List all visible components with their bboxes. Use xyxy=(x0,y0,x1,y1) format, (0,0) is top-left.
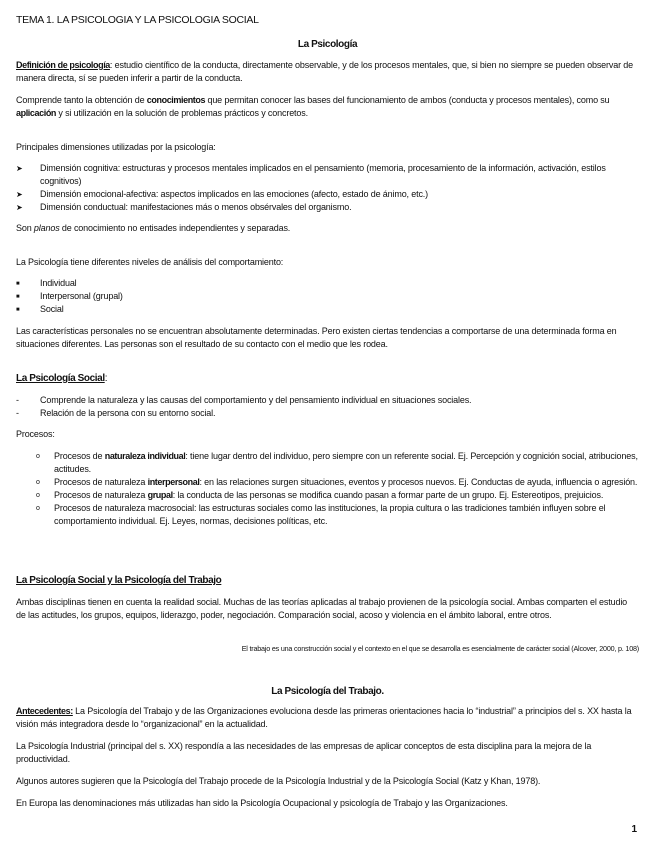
quote-citation: El trabajo es una construcción social y el contexto en el que se desarrolla es esencialmente de carácter social (Alcover, 2000, p. 108) xyxy=(241,644,639,653)
circle-bullet-icon: o xyxy=(36,492,40,499)
list-item xyxy=(16,450,639,476)
comprende-text-1: Comprende tanto la obtención de xyxy=(16,95,147,105)
list-item-text: Interpersonal (grupal) xyxy=(40,291,123,301)
industrial-paragraph: La Psicología Industrial (principal del s. XX) respondía a las necesidades de las empresas de aplicar conceptos de esta disciplina para la mejora de la productividad. xyxy=(16,741,592,764)
procesos-list xyxy=(16,450,639,528)
list-item-text: Dimensión conductual: manifestaciones más o menos obsérvales del organismo. xyxy=(40,202,352,212)
list-item xyxy=(16,502,639,528)
section-heading-text: La Psicología del Trabajo. xyxy=(271,686,384,697)
levels-list xyxy=(16,277,639,316)
arrow-bullet-icon: ➤ xyxy=(16,190,23,199)
europe-paragraph: En Europa las denominaciones más utilizadas han sido la Psicología Ocupacional y psicología de Trabajo y las Organizaciones. xyxy=(16,798,508,808)
list-item-text: Relación de la persona con su entorno social. xyxy=(40,408,216,418)
process-text: Procesos de xyxy=(54,451,105,461)
planes-paragraph xyxy=(16,222,639,235)
social-points-list xyxy=(16,394,639,420)
comprende-text-2: que permitan conocer las bases del funcionamiento de ambos (conducta y procesos mentales), como su xyxy=(205,95,610,105)
section-heading-social-trabajo xyxy=(16,574,639,587)
list-item xyxy=(16,162,639,188)
square-bullet-icon: ■ xyxy=(16,294,20,300)
section-heading-text: La Psicología Social y la Psicología del Trabajo xyxy=(16,575,222,586)
circle-bullet-icon: o xyxy=(36,505,40,512)
list-item xyxy=(16,188,639,201)
antecedentes-paragraph xyxy=(16,705,639,731)
planes-text-1: Son xyxy=(16,223,34,233)
definition-term: Definición de psicología xyxy=(16,60,110,70)
page-number: 1 xyxy=(631,824,637,835)
process-bold: naturaleza individual xyxy=(104,451,186,461)
process-bold: interpersonal xyxy=(147,477,200,487)
procesos-label: Procesos: xyxy=(16,429,55,439)
list-item xyxy=(16,489,639,502)
comprende-paragraph xyxy=(16,94,639,120)
process-bold: grupal xyxy=(147,490,173,500)
section-heading-text: La Psicología xyxy=(297,39,358,50)
section-heading-psicologia-social xyxy=(16,372,639,385)
dash-bullet-icon: - xyxy=(16,408,19,418)
process-text: las estructuras sociales como las instituciones, la propia cultura o las tradiciones también influyen sobre el comportamiento individual. Ej. Leyes, normas, decisiones políticas, etc. xyxy=(54,503,606,526)
process-text: Procesos de naturaleza macrosocial: xyxy=(54,503,199,513)
list-item xyxy=(16,290,639,303)
antecedentes-term: Antecedentes: xyxy=(16,706,73,716)
list-item-text: Comprende la naturaleza y las causas del comportamiento y del pensamiento individual en situaciones sociales. xyxy=(40,395,472,405)
list-item xyxy=(16,394,639,407)
arrow-bullet-icon: ➤ xyxy=(16,203,23,212)
process-text: : la conducta de las personas se modifica cuando pasan a formar parte de un grupo. Ej. Estereotipos, prejuicios. xyxy=(172,490,604,500)
dimensions-intro: Principales dimensiones utilizadas por la psicología: xyxy=(16,142,216,152)
definition-text: : estudio científico de la conducta, directamente observable, y de los procesos mentales, que, si bien no siempre se pueden observar de manera directa, sí se pueden inferir a partir de la conducta. xyxy=(16,60,633,83)
list-item-text: Individual xyxy=(40,278,77,288)
list-item-text: Dimensión emocional-afectiva: aspectos implicados en las emociones (afecto, estado de ánimo, etc.) xyxy=(40,189,429,199)
planes-emphasis: planos xyxy=(33,223,60,233)
section-heading-psicologia-trabajo xyxy=(0,685,655,698)
authors-paragraph: Algunos autores sugieren que la Psicología del Trabajo procede de la Psicología Industrial y de la Psicología Social (Katz y Khan, 1978). xyxy=(16,776,541,786)
square-bullet-icon: ■ xyxy=(16,281,20,287)
circle-bullet-icon: o xyxy=(36,479,40,486)
arrow-bullet-icon: ➤ xyxy=(16,164,23,173)
section-heading-text: La Psicología Social xyxy=(16,373,105,384)
antecedentes-text: La Psicología del Trabajo y de las Organizaciones evoluciona desde las primeras orientaciones hacia lo “industrial” a principios del s. XX hasta la visión más integradora desde lo “organizacional” en la actualidad. xyxy=(16,706,632,729)
definition-paragraph xyxy=(16,59,639,85)
aplicacion-term: aplicación xyxy=(16,108,57,118)
process-text: Procesos de naturaleza xyxy=(54,477,148,487)
circle-bullet-icon: o xyxy=(36,453,40,460)
planes-text-2: de conocimiento no entisades independientes y separadas. xyxy=(59,223,291,233)
list-item xyxy=(16,407,639,420)
process-text: : tiene lugar dentro del individuo, pero siempre con un referente social. Ej. Percepción y cognición social, atribuciones, actitudes. xyxy=(54,451,638,474)
social-trabajo-paragraph: Ambas disciplinas tienen en cuenta la realidad social. Muchas de las teorías aplicadas al trabajo provienen de la psicología social. Ambas comparten el estudio de las actitudes, los grupos, equipos, liderazgo, poder, negociación. Comparación social, acoso y violencia en el ámbito laboral, entre otros. xyxy=(16,597,628,620)
comprende-text-3: y si utilización en la solución de problemas prácticos y concretos. xyxy=(56,108,308,118)
list-item xyxy=(16,201,639,214)
dash-bullet-icon: - xyxy=(16,395,19,405)
list-item xyxy=(16,476,639,489)
heading-suffix: : xyxy=(104,373,108,384)
section-heading-psicologia xyxy=(0,38,655,51)
process-text: : en las relaciones surgen situaciones, eventos y procesos nuevos. Ej. Conductas de ayuda, influencia o agresión. xyxy=(199,477,638,487)
conocimientos-term: conocimientos xyxy=(146,95,206,105)
process-text: Procesos de naturaleza xyxy=(54,490,148,500)
list-item xyxy=(16,277,639,290)
traits-paragraph: Las características personales no se encuentran absolutamente determinadas. Pero existen ciertas tendencias a comportarse de una determinada forma en situaciones diferentes. Las personas son el resultado de su contacto con el medio que les rodea. xyxy=(16,326,617,349)
document-title: TEMA 1. LA PSICOLOGIA Y LA PSICOLOGIA SOCIAL xyxy=(16,14,259,26)
list-item-text: Dimensión cognitiva: estructuras y procesos mentales implicados en el pensamiento (memoria, procesamiento de la información, activación, estilos cognitivos) xyxy=(40,163,606,186)
list-item xyxy=(16,303,639,316)
square-bullet-icon: ■ xyxy=(16,307,20,313)
levels-intro: La Psicología tiene diferentes niveles de análisis del comportamiento: xyxy=(16,257,284,267)
list-item-text: Social xyxy=(40,304,64,314)
dimensions-list xyxy=(16,162,639,214)
